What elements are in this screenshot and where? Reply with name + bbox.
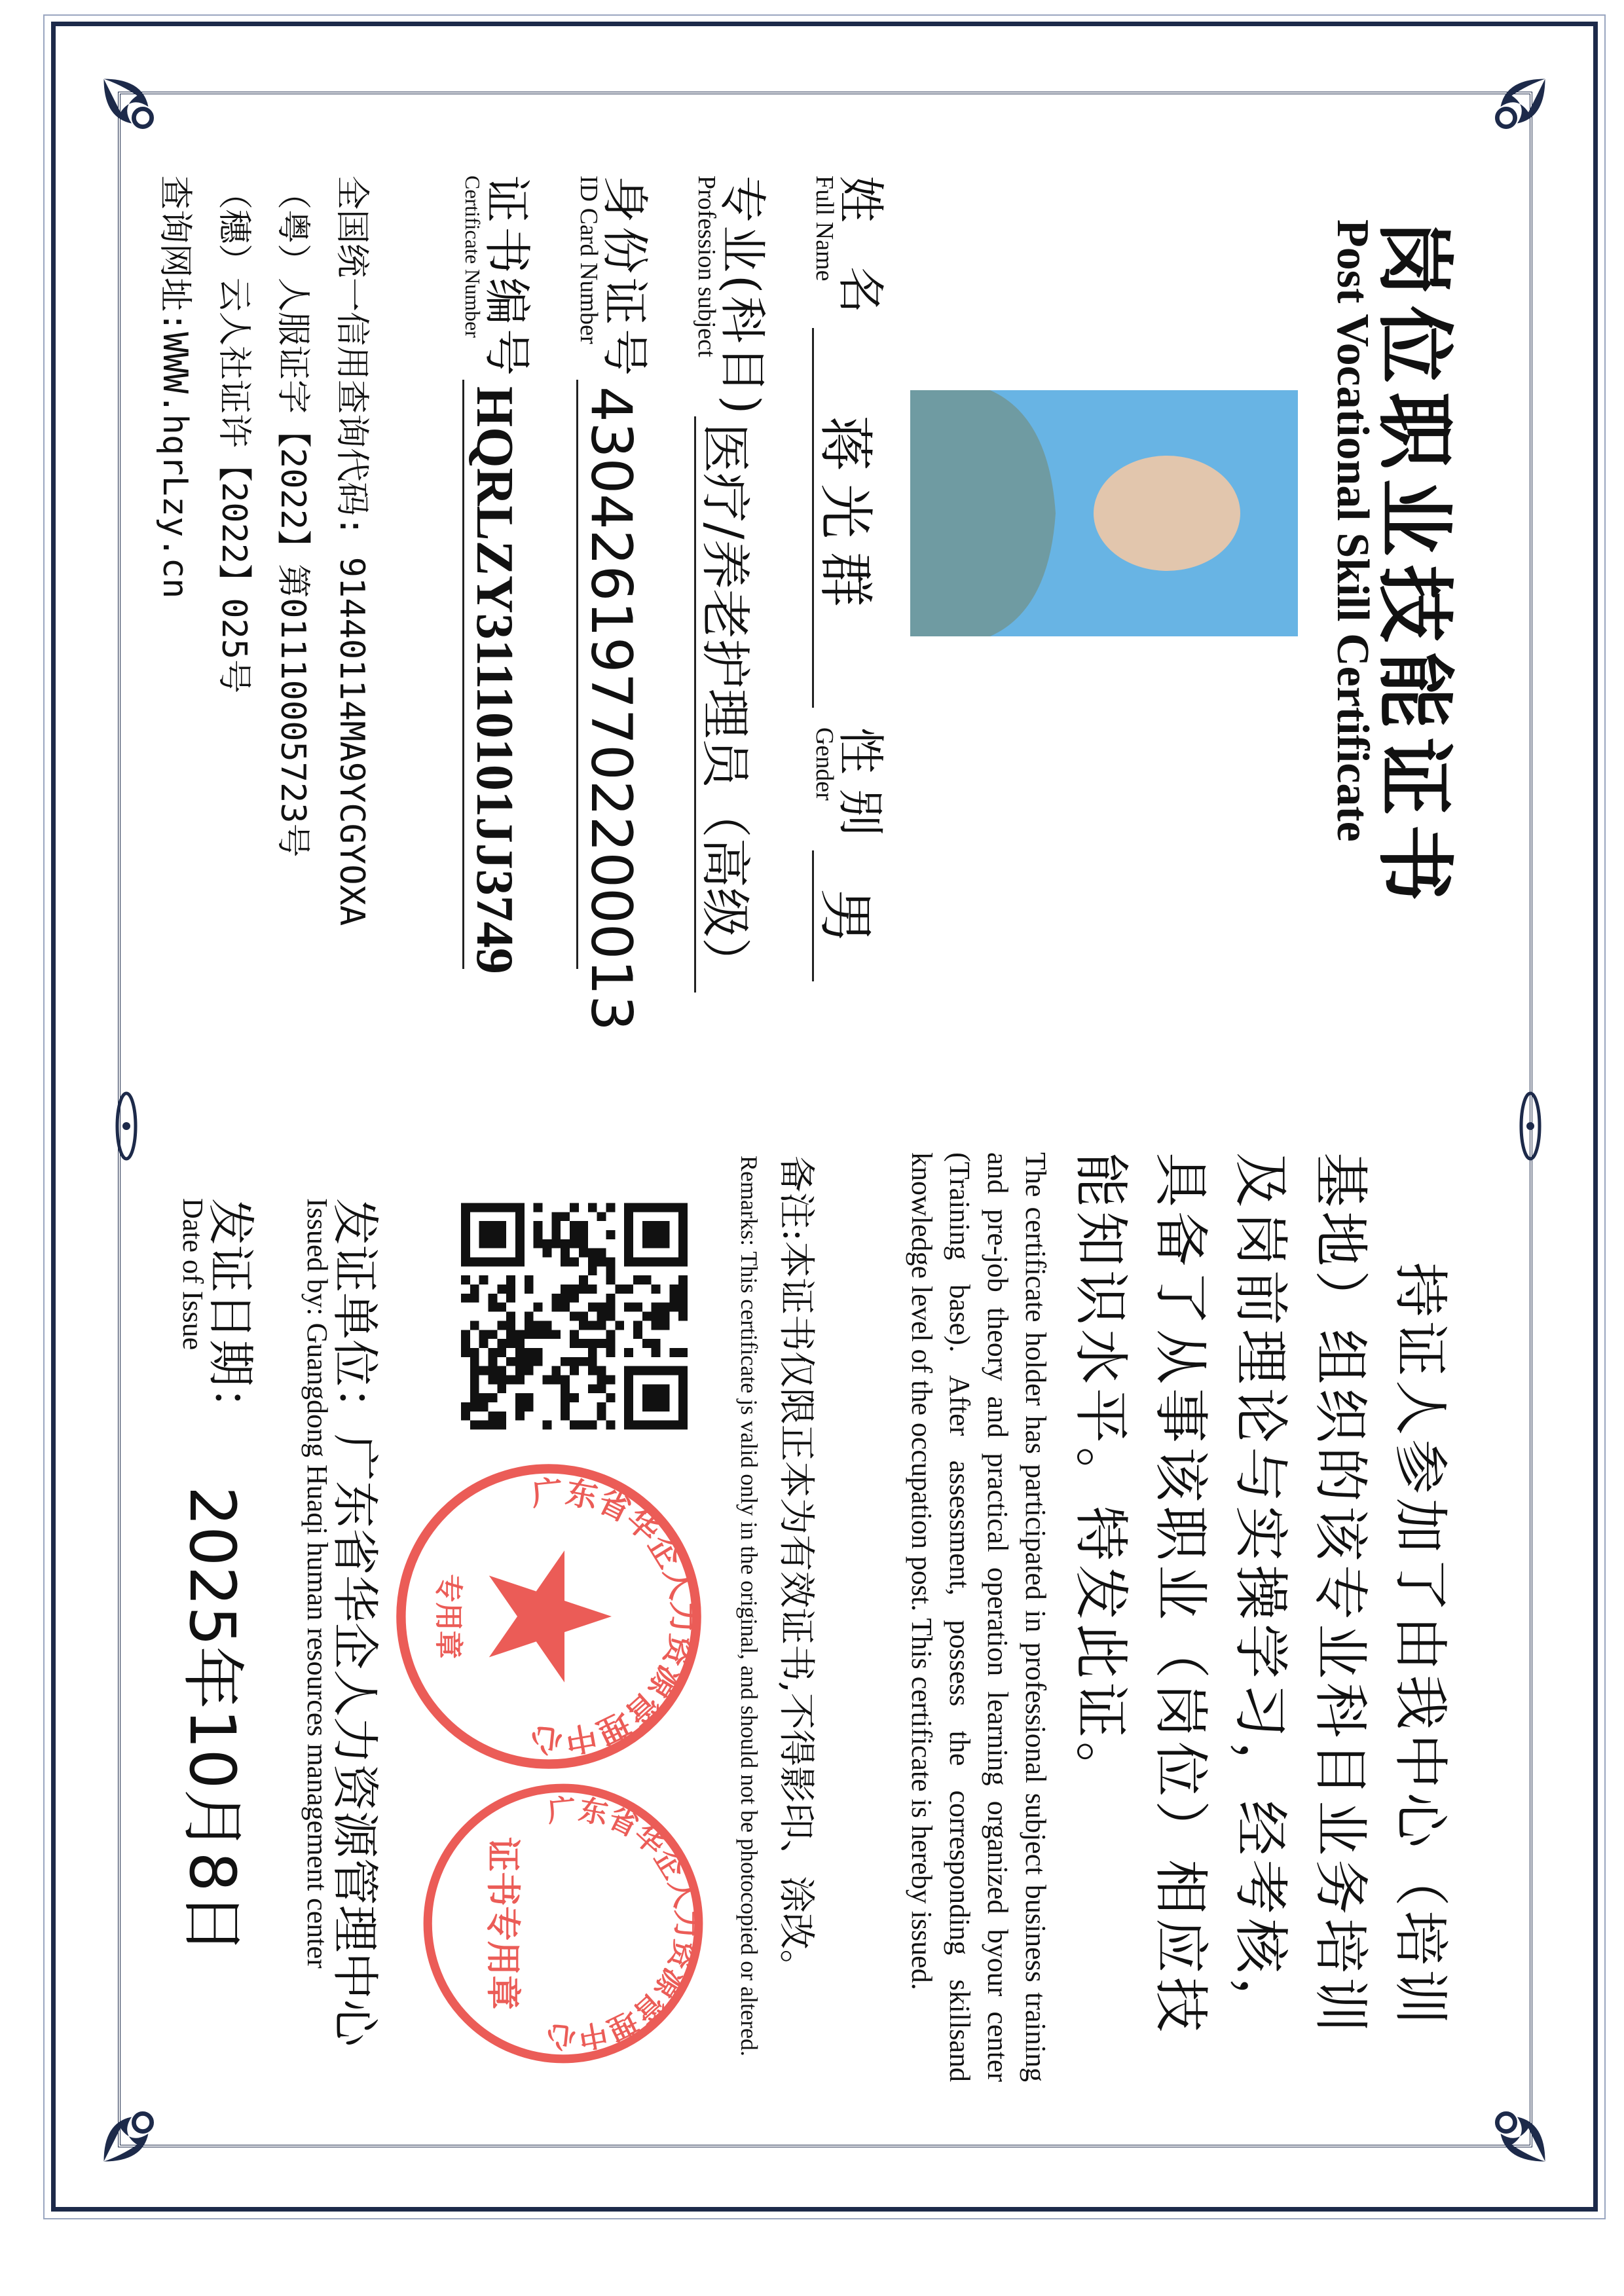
svg-text:广东省华企人力资源管理中心 [544,1793,703,2054]
star-icon [489,1550,612,1683]
issuer-english: Issued by: Guangdong Huaqi human resources management center [301,1198,333,1969]
name-value: 蒋光群 [812,328,876,708]
stamp-ring-text: 广东省华企人力资源管理中心 [545,1793,703,2054]
license-line-1: （粤）人服证字【2022】第01110005723号 [273,175,312,858]
issuer-label: 发证单位： [327,1198,382,1434]
field-name [811,175,888,981]
holder-photo [910,390,1298,636]
title-chinese: 岗位职业技能证书 [1369,219,1460,911]
field-id-card [575,175,652,1031]
edge-ornament-icon [1514,1087,1547,1165]
corner-ornament-icon [1439,73,1551,185]
credit-code-line: 全国统一信用查询代码: 91440114MA9YCGYOXA [332,175,371,926]
field-profession [693,175,770,993]
certificate-seal-stamp [419,1779,707,2068]
id-card-value: 430426197702200013 [576,380,642,969]
issue-date-label: 发证日期： [203,1198,258,1434]
corner-ornament-icon [98,73,210,185]
gender-label-en: Gender [811,727,838,801]
statement-chinese: 持证人参加了由我中心（培训基地）组织的该专业科目业务培训及岗前理论与实操学习，经考核，具备了从事该职业（岗位）相应技能知识水平。特发此证。 [1069,1152,1452,2037]
stamp-center-text: 专用章 [432,1574,465,1659]
license-line-2: （穗）云人社证许【2022】025号 [214,175,253,694]
field-cert-number [461,175,534,974]
official-seal-stamp [392,1459,706,1774]
gender-label: 性别 [833,727,888,850]
gender-value: 男 [812,850,876,981]
stamp-ring-text: 广东省华企人力资源管理中心 [528,1473,702,1760]
corner-ornament-icon [98,2056,210,2167]
issuer-value: 广东省华企人力资源管理中心 [327,1434,382,2047]
name-label: 姓 名 [833,175,888,328]
profession-label-en: Profession subject [693,175,720,357]
edge-ornament-icon [110,1087,143,1165]
issue-date-label-en: Date of Issue [177,1198,209,1351]
qr-code[interactable] [461,1199,688,1433]
name-label-en: Full Name [811,175,838,282]
issue-date-value: 2025年10月8日 [175,1486,249,1955]
id-card-label-en: ID Card Number [575,175,602,344]
cert-number-label: 证书编号 [479,175,534,380]
query-url-line: 查询网址:WWW.hqrLzy.cn [155,175,194,599]
title-english: Post Vocational Skill Certificate [1327,219,1378,842]
remarks-english: Remarks: This certificate js valid only in the original, and should not be photocopied or altered. [736,1156,762,2056]
statement-english: The certificate holder has participated in professional subject business training and pre-job theory and practical operation learning organized byour center (Training base). After assessment, possess the corresponding skillsand knowledge level of the occupation post. This certificate is hereby issued. [906,1152,1052,2082]
id-card-label: 身份证号 [597,175,652,380]
cert-number-value: HQRLZY31110101JJ3749 [462,380,523,969]
stamp-center-text: 证书专用章 [483,1837,523,2010]
profession-label: 专业(科目) [715,175,770,417]
cert-number-label-en: Certificate Number [461,175,485,338]
issuer-line [325,1198,393,2047]
person-silhouette-icon [910,390,1298,636]
profession-value: 医疗/养老护理员（高级） [694,416,752,993]
remarks-chinese: 备注:本证书仅限正本为有效证书,不得影印、涂改。 [775,1156,817,1986]
